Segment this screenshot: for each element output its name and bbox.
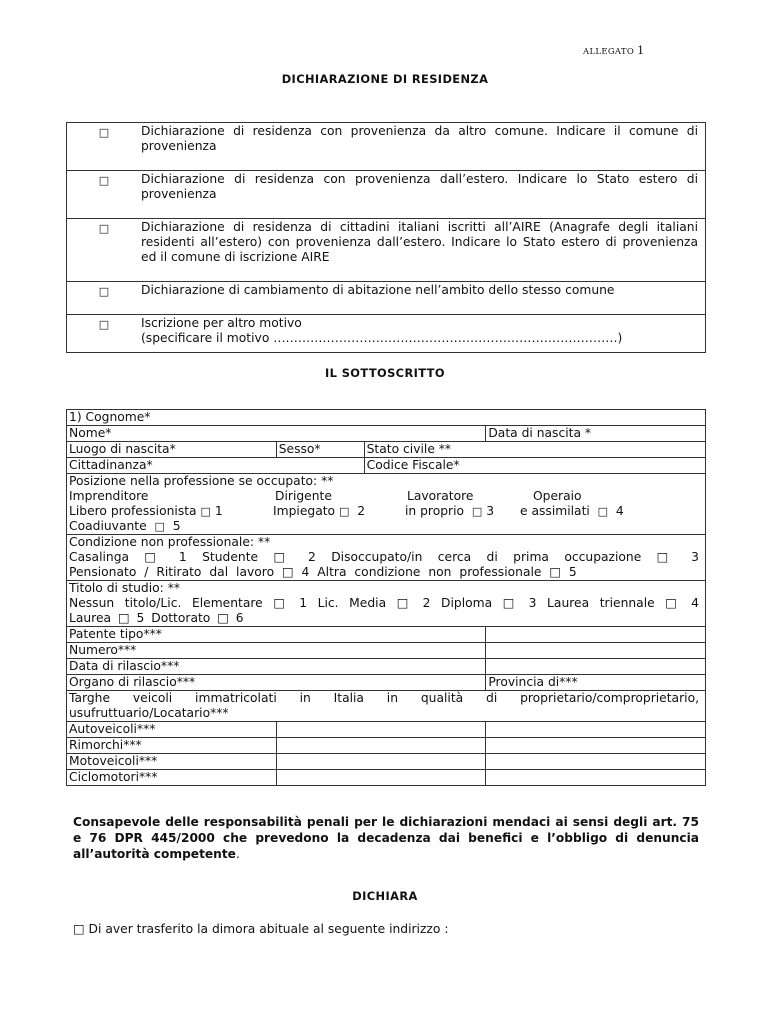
dichiara-heading: DICHIARA: [352, 889, 418, 903]
section-title: IL SOTTOSCRITTO: [325, 366, 445, 380]
option-text-cell: [139, 315, 706, 353]
option-row: [67, 315, 706, 353]
organo-rilascio-field[interactable]: Organo di rilascio***: [67, 675, 486, 691]
checkbox[interactable]: □: [67, 123, 140, 171]
professione-option[interactable]: Coadiuvante □ 5: [69, 519, 181, 533]
checkbox[interactable]: □: [67, 315, 140, 353]
residence-type-options: [66, 122, 706, 353]
studio-options[interactable]: Laurea □ 5 Dottorato □ 6: [69, 611, 244, 625]
data-rilascio-field[interactable]: Data di rilascio***: [67, 659, 486, 675]
ciclomotori-field[interactable]: [486, 770, 706, 786]
professione-title: Posizione nella professione se occupato: **: [69, 474, 334, 488]
data-nascita-field[interactable]: Data di nascita *: [486, 426, 706, 442]
rimorchi-field[interactable]: [276, 738, 486, 754]
option-text: Dichiarazione di residenza con provenienza da altro comune. Indicare il comune di provenienza: [139, 123, 706, 171]
professione-option[interactable]: Impiegato □ 2: [273, 504, 366, 518]
consapevole-period: .: [235, 847, 240, 861]
consapevole-paragraph: [73, 814, 699, 862]
checkbox[interactable]: □: [597, 505, 609, 518]
motoveicoli-field[interactable]: [276, 754, 486, 770]
checkbox[interactable]: □: [471, 505, 483, 518]
ciclomotori-field[interactable]: [276, 770, 486, 786]
professione-option[interactable]: Libero professionista □ 1: [69, 504, 223, 518]
checkbox[interactable]: □: [67, 282, 140, 315]
patente-numero-field[interactable]: Numero***: [67, 643, 486, 659]
allegato-number: 1: [637, 44, 645, 57]
cognome-field[interactable]: 1) Cognome*: [67, 410, 706, 426]
option-text: Dichiarazione di cambiamento di abitazione nell’ambito dello stesso comune: [139, 282, 706, 315]
option-note: (specificare il motivo …………………………………………………………………………): [141, 331, 623, 345]
targhe-intro: [67, 691, 706, 722]
autoveicoli-field[interactable]: [276, 722, 486, 738]
professione-header: Operaio: [533, 489, 582, 503]
patente-numero-value[interactable]: [486, 643, 706, 659]
option-row: [67, 171, 706, 219]
professione-option[interactable]: in proprio □ 3: [405, 504, 495, 518]
document-title: DICHIARAZIONE DI RESIDENZA: [281, 72, 489, 86]
condizione-title: Condizione non professionale: **: [69, 535, 271, 549]
checkbox[interactable]: □: [67, 219, 140, 282]
checkbox[interactable]: □: [154, 520, 165, 533]
studio-title: Titolo di studio: **: [69, 581, 180, 595]
option-text: Iscrizione per altro motivo: [141, 316, 302, 330]
codice-fiscale-field[interactable]: Codice Fiscale*: [364, 458, 705, 474]
professione-headers: [69, 489, 701, 504]
option-text: Dichiarazione di residenza di cittadini italiani iscritti all’AIRE (Anagrafe degli italiani residenti all’estero) con provenienza dall’estero. Indicare lo Stato estero di provenienza ed il comune di iscrizione AIRE: [139, 219, 706, 282]
option-text: Dichiarazione di residenza con provenienza dall’estero. Indicare lo Stato estero di provenienza: [139, 171, 706, 219]
cittadinanza-field[interactable]: Cittadinanza*: [67, 458, 365, 474]
checkbox[interactable]: □: [339, 505, 350, 518]
allegato-label: [583, 44, 644, 57]
studio-section: [67, 581, 706, 627]
condizione-section: [67, 535, 706, 581]
option-row: [67, 282, 706, 315]
data-rilascio-value[interactable]: [486, 659, 706, 675]
option-row: [67, 123, 706, 171]
motoveicoli-label: Motoveicoli***: [67, 754, 277, 770]
sesso-field[interactable]: Sesso*: [276, 442, 364, 458]
nome-field[interactable]: Nome*: [67, 426, 486, 442]
ciclomotori-label: Ciclomotori***: [67, 770, 277, 786]
provincia-field[interactable]: Provincia di***: [486, 675, 706, 691]
condizione-options[interactable]: Pensionato / Ritirato dal lavoro □ 4 Altra condizione non professionale □ 5: [69, 565, 577, 579]
professione-header: Dirigente: [275, 489, 332, 503]
condizione-options[interactable]: Casalinga □ 1 Studente □ 2 Disoccupato/in cerca di prima occupazione □ 3: [69, 550, 699, 564]
checkbox[interactable]: □: [200, 505, 211, 518]
professione-option[interactable]: e assimilati □ 4: [520, 504, 624, 518]
patente-tipo-field[interactable]: Patente tipo***: [67, 627, 486, 643]
studio-options[interactable]: Nessun titolo/Lic. Elementare □ 1 Lic. Media □ 2 Diploma □ 3 Laurea triennale □ 4: [69, 596, 699, 610]
autoveicoli-field[interactable]: [486, 722, 706, 738]
checkbox[interactable]: □: [67, 171, 140, 219]
professione-options: [69, 504, 701, 519]
autoveicoli-label: Autoveicoli***: [67, 722, 277, 738]
dimora-option[interactable]: □ Di aver trasferito la dimora abituale al seguente indirizzo :: [73, 922, 449, 936]
luogo-nascita-field[interactable]: Luogo di nascita*: [67, 442, 277, 458]
consapevole-text: Consapevole delle responsabilità penali per le dichiarazioni mendaci ai sensi degli art. 75 e 76 DPR 445/2000 che prevedono la decadenza dai benefici e l’obbligo di denuncia all’autorità competente: [73, 815, 699, 861]
rimorchi-field[interactable]: [486, 738, 706, 754]
stato-civile-field[interactable]: Stato civile **: [364, 442, 705, 458]
targhe-intro-text: Targhe veicoli immatricolati in Italia in qualità di proprietario/comproprietario, usufruttuario/Locatario***: [69, 691, 699, 720]
professione-section: [67, 474, 706, 535]
personal-data-table: [66, 409, 706, 786]
rimorchi-label: Rimorchi***: [67, 738, 277, 754]
professione-header: Imprenditore: [69, 489, 149, 503]
patente-tipo-value[interactable]: [486, 627, 706, 643]
option-row: [67, 219, 706, 282]
professione-header: Lavoratore: [407, 489, 474, 503]
allegato-text: ALLEGATO: [583, 47, 635, 57]
motoveicoli-field[interactable]: [486, 754, 706, 770]
